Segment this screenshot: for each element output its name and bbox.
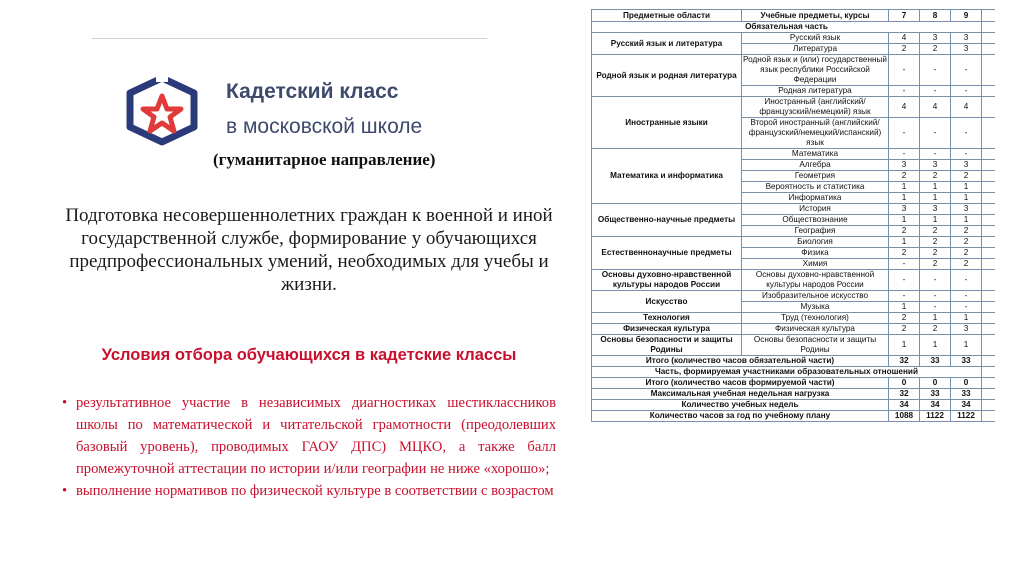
table-row — [592, 33, 996, 44]
grade9-hours: - — [951, 118, 982, 149]
spacer-cell — [982, 302, 996, 313]
section-title: Часть, формируемая участниками образовательных отношений — [592, 367, 982, 378]
grade8-hours: 2 — [920, 237, 951, 248]
section-row-formed — [592, 367, 996, 378]
direction-label: (гуманитарное направление) — [213, 150, 436, 169]
subject-area: Общественно-научные предметы — [592, 204, 742, 237]
spacer-cell — [982, 389, 996, 400]
subject-area: Родной язык и родная литература — [592, 55, 742, 97]
spacer-cell — [982, 86, 996, 97]
grade9-hours: 2 — [951, 259, 982, 270]
grade9-hours: - — [951, 302, 982, 313]
grade8-hours: 4 — [920, 97, 951, 118]
subject-area: Русский язык и литература — [592, 33, 742, 55]
table-header-row — [592, 10, 996, 22]
subject-name: Музыка — [742, 302, 889, 313]
cadet-star-logo-icon — [112, 70, 212, 150]
spacer-cell — [982, 215, 996, 226]
header-area: Предметные области — [592, 10, 742, 22]
spacer-cell — [982, 55, 996, 86]
grade8-hours: - — [920, 291, 951, 302]
spacer-cell — [982, 226, 996, 237]
spacer-cell — [982, 367, 996, 378]
header-grade-9: 9 — [951, 10, 982, 22]
spacer-cell — [982, 378, 996, 389]
grade9-hours: - — [951, 270, 982, 291]
grade7-hours: 3 — [889, 204, 920, 215]
subject-name: Литература — [742, 44, 889, 55]
grade8-hours: 2 — [920, 171, 951, 182]
table-row — [592, 237, 996, 248]
grade8-hours: 33 — [920, 356, 951, 367]
subject-area: Физическая культура — [592, 324, 742, 335]
spacer-cell — [982, 259, 996, 270]
spacer-cell — [982, 182, 996, 193]
table-row — [592, 55, 996, 86]
spacer-cell — [982, 118, 996, 149]
grade7-hours: 2 — [889, 44, 920, 55]
condition-text: результативное участие в независимых диагностиках шестиклассников школы по математической и читательской грамотности (преодолевших базовый уровень), проводимых ГАОУ ДПС) МЦКО, а также балл промежуточной аттестации по истории и/или географии не ниже «хорошо»; — [76, 395, 556, 477]
grade7-hours: 1 — [889, 302, 920, 313]
table-row — [592, 335, 996, 356]
grade8-hours: 1122 — [920, 411, 951, 422]
subject-name: Родной язык и (или) государственный язык республики Российской Федерации — [743, 55, 887, 84]
subject-name: Русский язык — [742, 33, 889, 44]
subject-area: Основы духовно-нравственной культуры народов России — [592, 270, 742, 291]
spacer-cell — [982, 411, 996, 422]
grade8-hours: 33 — [920, 389, 951, 400]
grade9-hours: 1 — [951, 193, 982, 204]
grade7-hours: 1088 — [889, 411, 920, 422]
spacer-cell — [982, 22, 996, 33]
section-row-mandatory — [592, 22, 996, 33]
table-row — [592, 291, 996, 302]
subject-name: География — [742, 226, 889, 237]
grade8-hours: - — [920, 302, 951, 313]
subject-name: Труд (технология) — [742, 313, 889, 324]
grade9-hours: 1 — [951, 335, 982, 356]
subject-area: Основы безопасности и защиты Родины — [592, 335, 742, 356]
grade7-hours: 2 — [889, 324, 920, 335]
spacer-cell — [982, 400, 996, 411]
total-label: Итого (количество часов формируемой части) — [592, 378, 889, 389]
grade9-hours: 33 — [951, 356, 982, 367]
subject-name: Изобразительное искусство — [742, 291, 889, 302]
grade8-hours: - — [920, 55, 951, 86]
subject-name: Алгебра — [742, 160, 889, 171]
subject-name: Родная литература — [742, 86, 889, 97]
grade7-hours: - — [889, 259, 920, 270]
header-grade-8: 8 — [920, 10, 951, 22]
subject-name: Обществознание — [742, 215, 889, 226]
condition-text: выполнение нормативов по физической культуре в соответствии с возрастом — [76, 483, 554, 499]
grade7-hours: 4 — [889, 33, 920, 44]
grade9-hours: 1 — [951, 313, 982, 324]
grade9-hours: - — [951, 149, 982, 160]
curriculum-table-wrap — [591, 9, 995, 574]
grade7-hours: 1 — [889, 215, 920, 226]
grade9-hours: - — [951, 55, 982, 86]
grade8-hours: 3 — [920, 33, 951, 44]
grade8-hours: - — [920, 86, 951, 97]
grade9-hours: - — [951, 291, 982, 302]
grade9-hours: 2 — [951, 171, 982, 182]
grade8-hours: 2 — [920, 226, 951, 237]
grade9-hours: 33 — [951, 389, 982, 400]
grade9-hours: 3 — [951, 33, 982, 44]
table-row — [592, 324, 996, 335]
grade9-hours: 4 — [951, 97, 982, 118]
grade7-hours: 2 — [889, 226, 920, 237]
spacer-cell — [982, 149, 996, 160]
grade9-hours: 2 — [951, 226, 982, 237]
grade8-hours: 1 — [920, 215, 951, 226]
grade7-hours: - — [889, 55, 920, 86]
total-row — [592, 389, 996, 400]
grade7-hours: - — [889, 118, 920, 149]
grade8-hours: - — [920, 270, 951, 291]
subject-name: Физическая культура — [742, 324, 889, 335]
grade8-hours: - — [920, 149, 951, 160]
table-row — [592, 204, 996, 215]
mandatory-total-row — [592, 356, 996, 367]
subject-name: Второй иностранный (английский/французский/немецкий/испанский) язык — [742, 118, 889, 149]
subject-name: Информатика — [742, 193, 889, 204]
spacer-cell — [982, 356, 996, 367]
grade7-hours: 1 — [889, 335, 920, 356]
spacer-cell — [982, 313, 996, 324]
grade7-hours: 1 — [889, 237, 920, 248]
grade9-hours: 0 — [951, 378, 982, 389]
grade9-hours: 1 — [951, 215, 982, 226]
subject-area: Искусство — [592, 291, 742, 313]
spacer-cell — [982, 291, 996, 302]
grade9-hours: 2 — [951, 237, 982, 248]
grade7-hours: - — [889, 149, 920, 160]
table-row — [592, 97, 996, 118]
subject-name: Иностранный (английский/французский/немецкий) язык — [742, 97, 889, 118]
grade9-hours: 3 — [951, 160, 982, 171]
grade9-hours: - — [951, 86, 982, 97]
conditions-title: Условия отбора обучающихся в кадетские классы — [101, 346, 517, 364]
spacer-cell — [982, 160, 996, 171]
grade7-hours: 4 — [889, 97, 920, 118]
grade7-hours: 3 — [889, 160, 920, 171]
condition-item — [62, 392, 556, 480]
grade8-hours: 2 — [920, 324, 951, 335]
conditions-list — [62, 392, 556, 502]
subject-name: Химия — [742, 259, 889, 270]
grade8-hours: 3 — [920, 204, 951, 215]
grade9-hours: 2 — [951, 248, 982, 259]
spacer-cell — [982, 237, 996, 248]
subject-area: Иностранные языки — [592, 97, 742, 149]
grade8-hours: - — [920, 118, 951, 149]
bullet-icon: • — [62, 483, 68, 499]
grade8-hours: 0 — [920, 378, 951, 389]
grade7-hours: 1 — [889, 182, 920, 193]
header-grade-7: 7 — [889, 10, 920, 22]
grade7-hours: 32 — [889, 356, 920, 367]
curriculum-table — [591, 9, 995, 422]
total-label: Итого (количество часов обязательной части) — [592, 356, 889, 367]
spacer-cell — [982, 33, 996, 44]
grade7-hours: 1 — [889, 193, 920, 204]
grade7-hours: - — [889, 291, 920, 302]
grade7-hours: 2 — [889, 313, 920, 324]
grade9-hours: 3 — [951, 44, 982, 55]
total-row — [592, 400, 996, 411]
total-label: Количество учебных недель — [592, 400, 889, 411]
grade7-hours: - — [889, 270, 920, 291]
spacer-cell — [982, 171, 996, 182]
grade8-hours: 2 — [920, 44, 951, 55]
total-row — [592, 378, 996, 389]
grade7-hours: 2 — [889, 248, 920, 259]
table-row — [592, 313, 996, 324]
top-divider — [92, 38, 487, 39]
spacer-cell — [982, 335, 996, 356]
subject-area: Математика и информатика — [592, 149, 742, 204]
total-label: Максимальная учебная недельная нагрузка — [592, 389, 889, 400]
spacer-cell — [982, 248, 996, 259]
grade8-hours: 1 — [920, 182, 951, 193]
subject-name: Физика — [742, 248, 889, 259]
grade7-hours: 32 — [889, 389, 920, 400]
subject-name: Геометрия — [742, 171, 889, 182]
grade8-hours: 1 — [920, 193, 951, 204]
subject-name: Основы духовно-нравственной культуры народов России — [742, 270, 889, 291]
spacer-cell — [982, 193, 996, 204]
brand-title: Кадетский класс — [226, 80, 399, 103]
spacer-cell — [982, 10, 996, 22]
condition-item — [62, 480, 556, 502]
grade7-hours: - — [889, 86, 920, 97]
grade8-hours: 1 — [920, 335, 951, 356]
subject-name: История — [742, 204, 889, 215]
subject-area: Естественнонаучные предметы — [592, 237, 742, 270]
grade7-hours: 2 — [889, 171, 920, 182]
total-row — [592, 411, 996, 422]
subject-area: Технология — [592, 313, 742, 324]
subject-name: Вероятность и статистика — [742, 182, 889, 193]
grade9-hours: 1122 — [951, 411, 982, 422]
grade8-hours: 34 — [920, 400, 951, 411]
total-label: Количество часов за год по учебному плану — [592, 411, 889, 422]
spacer-cell — [982, 44, 996, 55]
bullet-icon: • — [62, 395, 68, 411]
spacer-cell — [982, 324, 996, 335]
header-subjects: Учебные предметы, курсы — [742, 10, 889, 22]
grade8-hours: 2 — [920, 248, 951, 259]
brand-subtitle: в московской школе — [226, 115, 423, 138]
grade7-hours: 34 — [889, 400, 920, 411]
section-title: Обязательная часть — [592, 22, 982, 33]
table-row — [592, 149, 996, 160]
grade8-hours: 2 — [920, 259, 951, 270]
grade8-hours: 1 — [920, 313, 951, 324]
spacer-cell — [982, 270, 996, 291]
spacer-cell — [982, 97, 996, 118]
curriculum-table-body — [592, 10, 996, 422]
grade9-hours: 34 — [951, 400, 982, 411]
intro-text: Подготовка несовершеннолетних граждан к военной и иной государственной службе, формирование у обучающихся предпрофессиональных умений, необходимых для учебы и жизни. — [65, 205, 553, 295]
subject-name: Биология — [742, 237, 889, 248]
grade9-hours: 3 — [951, 324, 982, 335]
subject-name: Основы безопасности и защиты Родины — [742, 335, 889, 356]
subject-name: Математика — [742, 149, 889, 160]
grade9-hours: 3 — [951, 204, 982, 215]
table-row — [592, 270, 996, 291]
grade9-hours: 1 — [951, 182, 982, 193]
grade8-hours: 3 — [920, 160, 951, 171]
spacer-cell — [982, 204, 996, 215]
grade7-hours: 0 — [889, 378, 920, 389]
